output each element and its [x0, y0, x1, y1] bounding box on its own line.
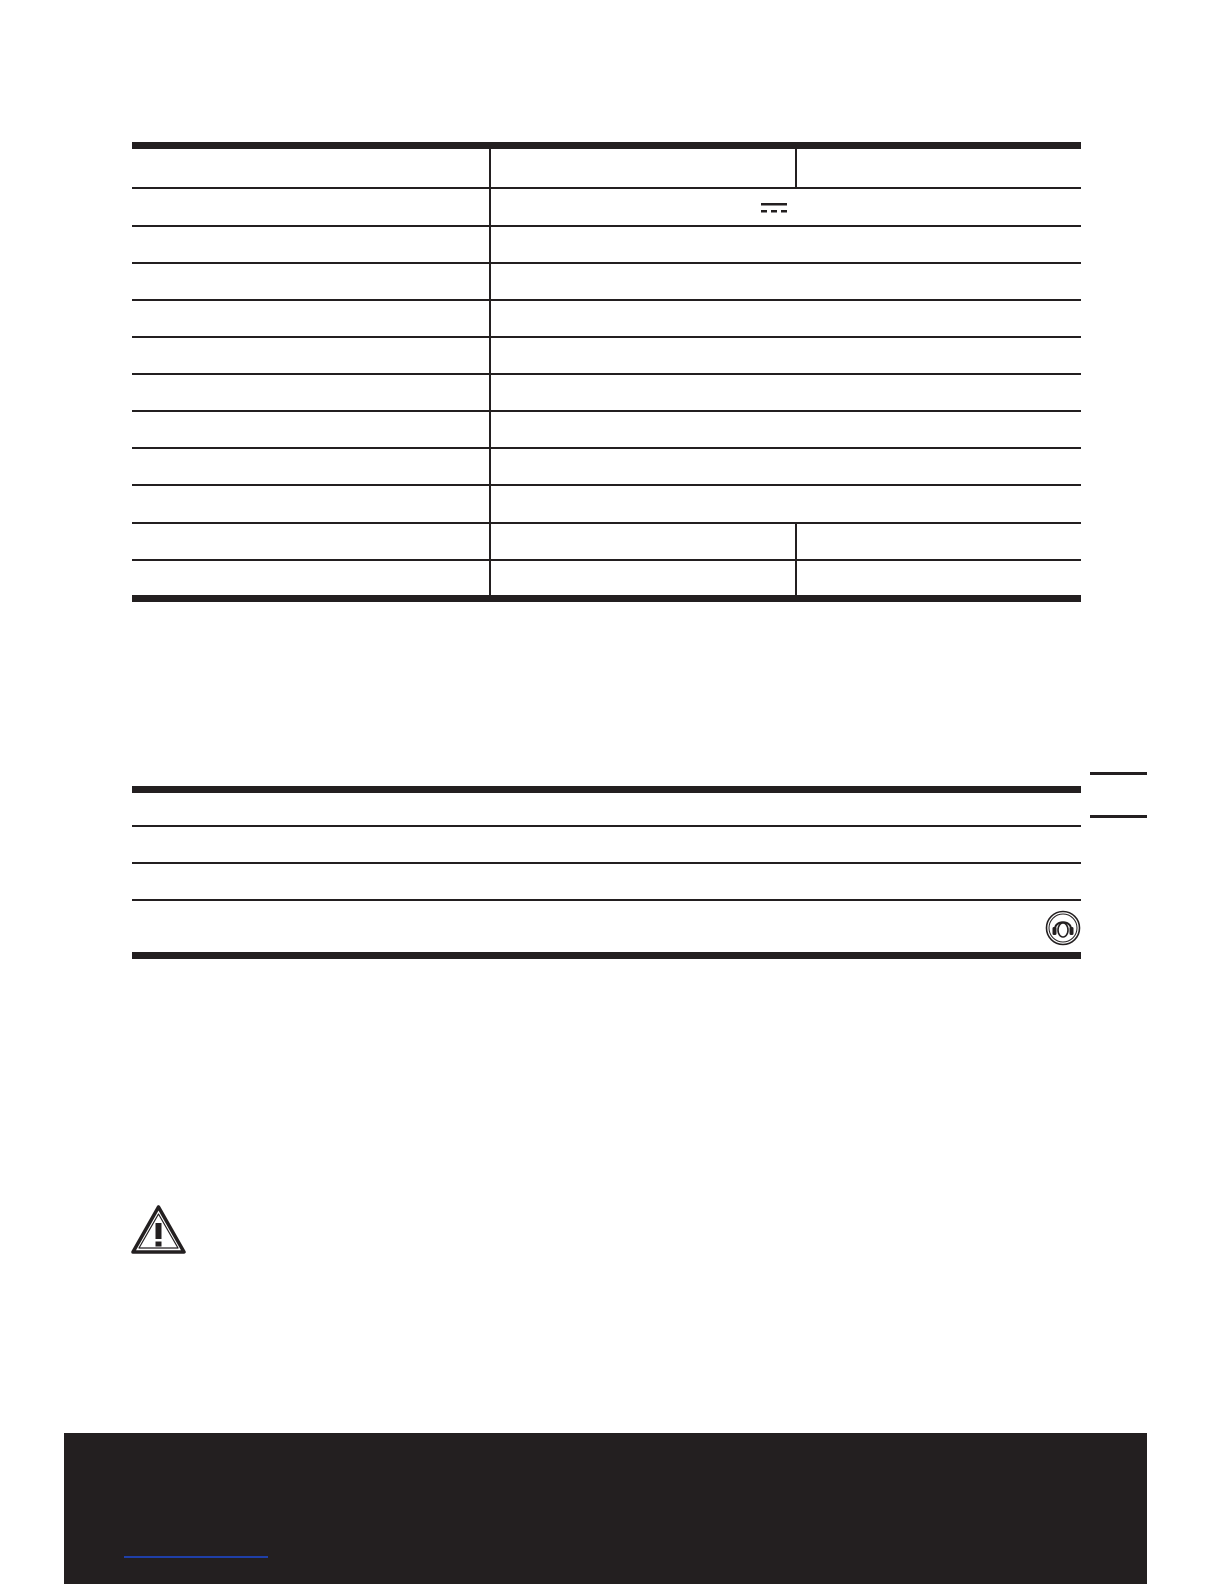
table-bottom-rule	[132, 595, 1081, 602]
table-row	[132, 189, 1081, 227]
column-divider	[489, 561, 491, 595]
column-divider	[795, 561, 797, 595]
column-divider	[795, 524, 797, 559]
table-bottom-rule	[132, 952, 1081, 959]
table-row	[132, 901, 1081, 952]
table-row	[132, 486, 1081, 524]
ear-protection-icon	[1045, 910, 1081, 946]
table-row	[132, 264, 1081, 301]
dc-current-icon	[761, 202, 787, 214]
table-row	[132, 149, 1081, 189]
table-row	[132, 301, 1081, 338]
footer-band	[64, 1433, 1147, 1584]
table-row	[132, 338, 1081, 375]
column-divider	[489, 524, 491, 559]
table-row	[132, 375, 1081, 412]
table-row	[132, 827, 1081, 864]
column-divider	[489, 338, 491, 373]
table-row	[132, 864, 1081, 901]
side-tab-top-rule	[1090, 772, 1147, 775]
table-top-rule	[132, 142, 1081, 149]
column-divider	[489, 486, 491, 522]
column-divider	[489, 149, 491, 187]
column-divider	[489, 301, 491, 336]
table-row	[132, 524, 1081, 561]
column-divider	[489, 227, 491, 262]
column-divider	[489, 375, 491, 410]
column-divider	[489, 412, 491, 447]
table-row	[132, 227, 1081, 264]
technical-data-table	[132, 142, 1081, 602]
table-row	[132, 412, 1081, 449]
warning-triangle-icon	[130, 1204, 187, 1256]
noise-data-table	[132, 786, 1081, 959]
column-divider	[489, 189, 491, 225]
table-top-rule	[132, 786, 1081, 793]
side-tab-bottom-rule	[1090, 815, 1147, 818]
table-row	[132, 449, 1081, 486]
column-divider	[489, 264, 491, 299]
column-divider	[489, 449, 491, 484]
table-row	[132, 793, 1081, 827]
footer-link-underline[interactable]	[124, 1556, 268, 1558]
column-divider	[795, 149, 797, 187]
table-row	[132, 561, 1081, 595]
